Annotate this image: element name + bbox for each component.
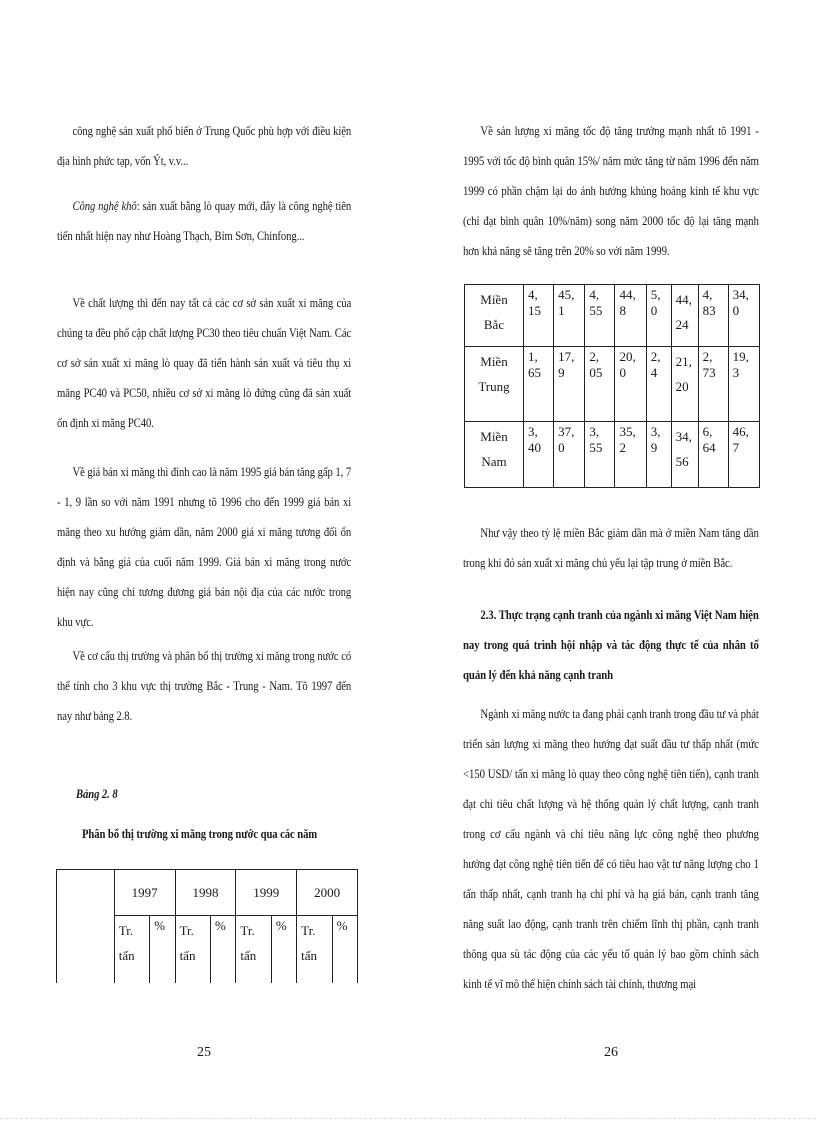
left-paragraph-4: Về giá bán xi măng thì đỉnh cao là năm 1995 giá bán tăng gấp 1, 7 - 1, 9 lần so với năm 1991 nhưng tõ 1996 cho đến 1999 giá bán xi măng theo xu hướng giảm dần, năm 2000 giá xi măng tương đối ổn định và bằng giá của cuối năm 1999. Giá bán xi măng trong nước hiện nay cũng chỉ tương đương giá bán nội địa của các nước trong khu vực.: [57, 465, 352, 629]
table-label: Bảng 2. 8: [76, 787, 118, 801]
year-header-1998: 1998: [175, 870, 236, 916]
table-row: [465, 347, 760, 422]
table-cell: 3, 9: [646, 422, 671, 488]
table-cell: 21, 20: [671, 347, 698, 422]
table-cell: 3, 55: [585, 422, 615, 488]
table-cell: 4, 55: [585, 285, 615, 347]
table-row: [465, 422, 760, 488]
unit-header: Tr. tấn: [236, 916, 271, 983]
table-corner-cell: [57, 870, 115, 983]
year-header-2000: 2000: [297, 870, 358, 916]
table-cell: 17, 9: [554, 347, 585, 422]
table-cell: 46, 7: [728, 422, 759, 488]
table-cell: 44, 8: [615, 285, 646, 347]
table-cell: 45, 1: [554, 285, 585, 347]
table-cell: 2, 4: [646, 347, 671, 422]
table-body: [464, 284, 760, 488]
right-paragraph-2: Như vậy theo tỷ lệ miền Bắc giảm dần mà ở miền Nam tăng dần trong khi đó sản xuất xi măng chủ yếu lại tập trung ở miền Bắc.: [463, 526, 759, 570]
table-cell: 37, 0: [554, 422, 585, 488]
table-cell: 20, 0: [615, 347, 646, 422]
table-cell: 1, 65: [524, 347, 554, 422]
table-cell: 2, 05: [585, 347, 615, 422]
percent-header: %: [211, 916, 236, 983]
percent-header: %: [332, 916, 357, 983]
table-cell: 35, 2: [615, 422, 646, 488]
page-number-right: 26: [604, 1045, 618, 1060]
table-cell: 34, 0: [728, 285, 759, 347]
table-cell: 44, 24: [671, 285, 698, 347]
left-paragraph-5: Về cơ cấu thị trường và phân bố thị trường xi măng trong nước có thể tính cho 3 khu vực thị trường Bắc - Trung - Nam. Tõ 1997 đến nay như bảng 2.8.: [57, 649, 352, 723]
table-row: [465, 285, 760, 347]
region-cell: Miền Nam: [465, 422, 524, 488]
table-cell: 2, 73: [698, 347, 728, 422]
table-cell: 34, 56: [671, 422, 698, 488]
right-paragraph-3: Ngành xi măng nước ta đang phải cạnh tranh trong đầu tư và phát triển sản lượng xi măng theo hướng đạt suất đầu tư thấp nhất (mức <150 USD/ tấn xi măng lò quay theo công nghệ tiên tiến), cạnh tranh đạt chỉ tiêu chất lượng và hệ thống quản lý chất lượng, cạnh tranh trong cơ cấu ngành và chỉ tiêu năng lực công nghệ theo phương hướng đạt công nghệ tiên tiến để có tiêu hao vật tư năng lượng cho 1 tấn thấp nhất, cạnh tranh hạ chi phí và hạ giá bán, cạnh tranh tăng năng suất lao động, cạnh tranh trên chiếm lĩnh thị phần, cạnh tranh thông qua sù tác động của các yếu tố quản lý bao gồm chính sách kinh tế vĩ mô thể hiện chính sách tài chính, thương mại: [463, 707, 759, 991]
table-cell: 4, 15: [524, 285, 554, 347]
left-paragraph-1: công nghệ sản xuất phổ biến ở Trung Quốc phù hợp với điều kiện địa hình phức tạp, vốn Ýt, v.v...: [57, 124, 352, 168]
year-header-1999: 1999: [236, 870, 297, 916]
page-number-left: 25: [197, 1045, 211, 1060]
unit-header: Tr. tấn: [297, 916, 332, 983]
table-title: Phân bổ thị trường xi măng trong nước qua các năm: [82, 827, 318, 841]
percent-header: %: [271, 916, 296, 983]
region-cell: Miền Bắc: [465, 285, 524, 347]
table-cell: 4, 83: [698, 285, 728, 347]
dry-technology-label: Công nghệ khô: [72, 199, 137, 213]
right-paragraph-1: Về sản lượng xi măng tốc độ tăng trưởng mạnh nhất tõ 1991 - 1995 với tốc độ bình quân 15%/ năm mức tăng từ năm 1996 đến năm 1999 có phần chậm lại do ảnh hưởng khủng hoảng kinh tế khu vực (chỉ đạt bình quân 10%/năm) song năm 2000 tốc độ lại tăng mạnh hơn khả năng sẽ tăng trên 20% so với năm 1999.: [463, 124, 759, 258]
dry-technology-text: : sản xuất bằng lò quay mới, đây là công nghệ tiên tiến nhất hiện nay như Hoàng Thạch, Bỉm Sơn, Chinfong...: [57, 199, 352, 243]
table-cell: 5, 0: [646, 285, 671, 347]
section-heading: 2.3. Thực trạng cạnh tranh của ngành xi măng Việt Nam hiện nay trong quá trình hội nhập và tác động thực tế của nhân tố quản lý đến khả năng cạnh tranh: [463, 608, 759, 682]
year-header-1997: 1997: [114, 870, 175, 916]
region-cell: Miền Trung: [465, 347, 524, 422]
left-paragraph-3: Về chất lượng thì đến nay tất cả các cơ sở sản xuất xi măng của chúng ta đều phổ cập chất lượng PC30 theo tiêu chuẩn Việt Nam. Các cơ sở sản xuất xi măng lò quay đã tiến hành sản xuất và tiêu thụ xi măng PC40 và PC50, nhiều cơ sở xi măng lò đứng cũng đã sản xuất ổn định xi măng PC40.: [57, 296, 352, 430]
table-cell: 19, 3: [728, 347, 759, 422]
percent-header: %: [150, 916, 175, 983]
unit-header: Tr. tấn: [175, 916, 210, 983]
unit-header: Tr. tấn: [114, 916, 149, 983]
table-cell: 3, 40: [524, 422, 554, 488]
left-paragraph-2: [57, 191, 351, 251]
table-header: [56, 869, 358, 983]
page-bottom-divider: [0, 1118, 816, 1119]
table-cell: 6, 64: [698, 422, 728, 488]
